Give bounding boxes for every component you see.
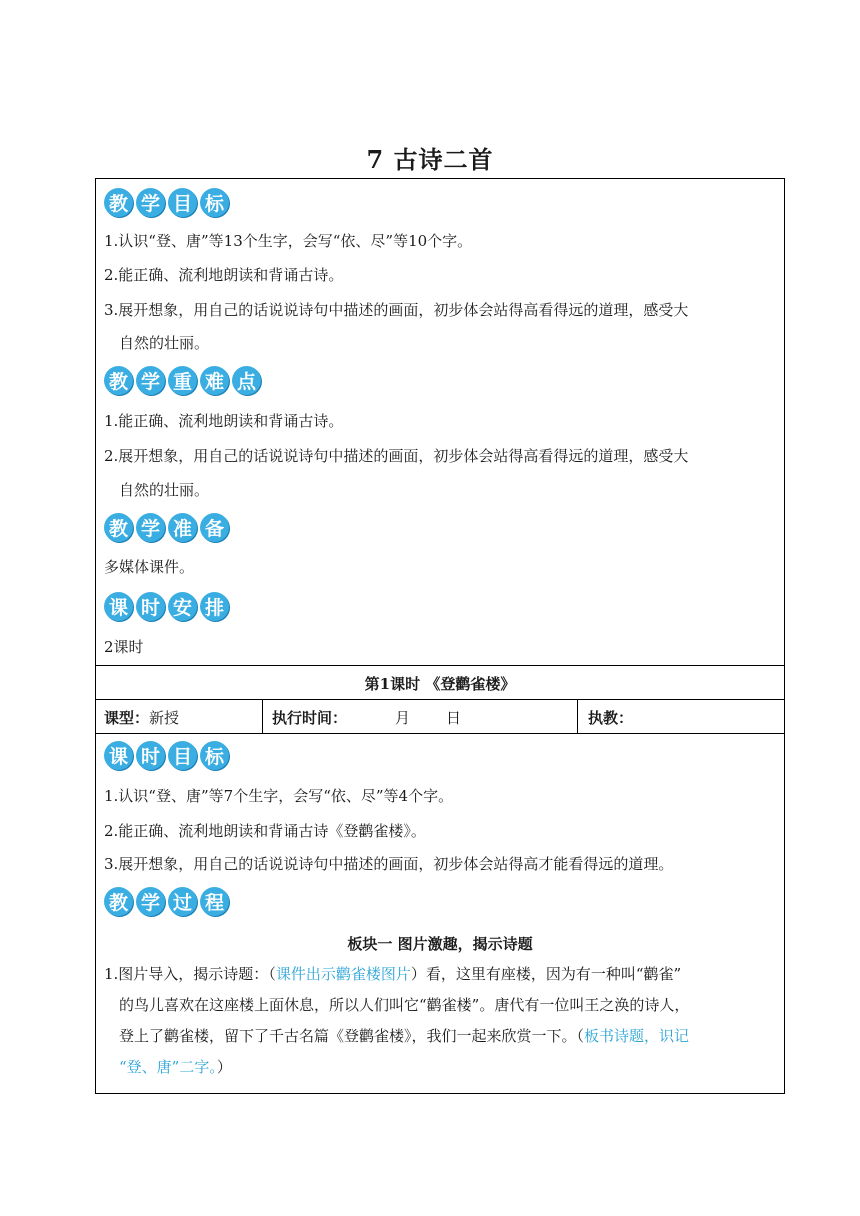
text-run: 登上了鹳雀楼，留下了千古名篇《登鹳雀楼》，我们一起来欣赏一下。（ <box>119 1027 585 1045</box>
badge-char: 时 <box>136 592 165 621</box>
preparation-text: 多媒体课件。 <box>104 558 195 576</box>
process-paragraph <box>104 959 774 1083</box>
divider <box>577 699 578 733</box>
goal-item-cont: 自然的壮丽。 <box>119 334 210 352</box>
teacher-label: 执教： <box>588 709 634 727</box>
lesson-type-value: 新授 <box>149 709 180 727</box>
page-title: 7 古诗二首 <box>366 145 494 174</box>
text-run: ） <box>216 1058 232 1076</box>
paragraph-line <box>104 1021 774 1052</box>
badge-char: 难 <box>200 366 229 395</box>
paragraph-line: 的鸟儿喜欢在这座楼上面休息，所以人们叫它“鹳雀楼”。唐代有一位叫王之涣的诗人， <box>119 996 690 1014</box>
lesson-goal-item: 2.能正确、流利地朗读和背诵古诗《登鹳雀楼》。 <box>104 822 426 840</box>
section-badge-key-points <box>104 366 261 398</box>
divider <box>262 699 263 733</box>
block-title: 板块一 图片激趣，揭示诗题 <box>347 935 533 953</box>
teacher <box>588 707 633 729</box>
badge-char: 学 <box>136 366 165 395</box>
lesson-type <box>104 707 179 729</box>
goal-item: 2.能正确、流利地朗读和背诵古诗。 <box>104 266 344 284</box>
lesson-goal-item: 1.认识“登、唐”等7个生字，会写“依、尽”等4个字。 <box>104 787 454 805</box>
badge-char: 重 <box>168 366 197 395</box>
badge-char: 准 <box>168 513 197 542</box>
schedule-text: 2课时 <box>104 638 144 656</box>
section-badge-process <box>104 887 229 919</box>
paragraph-line <box>104 1052 774 1083</box>
badge-char: 教 <box>104 513 133 542</box>
execution-day: 日 <box>446 709 462 727</box>
badge-char: 教 <box>104 887 133 916</box>
execution-time-label: 执行时间： <box>272 709 348 727</box>
badge-char: 目 <box>168 188 197 217</box>
teacher-note: 课件出示鹳雀楼图片 <box>275 965 411 983</box>
badge-char: 教 <box>104 188 133 217</box>
badge-char: 备 <box>200 513 229 542</box>
lesson-plan-table <box>95 178 785 1094</box>
badge-char: 教 <box>104 366 133 395</box>
section-badge-schedule <box>104 592 229 624</box>
section-badge-lesson-goals <box>104 741 229 773</box>
section-badge-goals <box>104 188 229 220</box>
divider <box>96 665 784 666</box>
badge-char: 标 <box>200 188 229 217</box>
badge-char: 课 <box>104 741 133 770</box>
badge-char: 过 <box>168 887 197 916</box>
teacher-note: “登、唐”二字。 <box>119 1058 217 1076</box>
execution-month: 月 <box>395 709 411 727</box>
badge-char: 学 <box>136 513 165 542</box>
divider <box>96 733 784 734</box>
badge-char: 目 <box>168 741 197 770</box>
badge-char: 排 <box>200 592 229 621</box>
badge-char: 课 <box>104 592 133 621</box>
text-run: 1.图片导入，揭示诗题：（ <box>104 965 276 983</box>
key-point-item: 2.展开想象，用自己的话说说诗句中描述的画面，初步体会站得高看得远的道理，感受大 <box>104 447 689 465</box>
goal-item: 1.认识“登、唐”等13个生字，会写“依、尽”等10个字。 <box>104 232 473 250</box>
text-run: ）看，这里有座楼，因为有一种叫“鹳雀” <box>410 965 682 983</box>
teacher-note: 板书诗题，识记 <box>584 1027 690 1045</box>
goal-item: 3.展开想象，用自己的话说说诗句中描述的画面，初步体会站得高看得远的道理，感受大 <box>104 301 689 319</box>
badge-char: 程 <box>200 887 229 916</box>
section-badge-preparation <box>104 513 229 545</box>
badge-char: 时 <box>136 741 165 770</box>
badge-char: 学 <box>136 188 165 217</box>
badge-char: 安 <box>168 592 197 621</box>
lesson-goal-item: 3.展开想象，用自己的话说说诗句中描述的画面，初步体会站得高才能看得远的道理。 <box>104 855 674 873</box>
badge-char: 学 <box>136 887 165 916</box>
divider <box>96 699 784 700</box>
key-point-item-cont: 自然的壮丽。 <box>119 481 210 499</box>
lesson-type-label: 课型： <box>104 709 150 727</box>
paragraph-line <box>104 959 774 990</box>
badge-char: 点 <box>232 366 261 395</box>
lesson-heading: 第1课时 《登鹳雀楼》 <box>364 675 516 693</box>
badge-char: 标 <box>200 741 229 770</box>
key-point-item: 1.能正确、流利地朗读和背诵古诗。 <box>104 412 344 430</box>
execution-time <box>272 707 347 729</box>
